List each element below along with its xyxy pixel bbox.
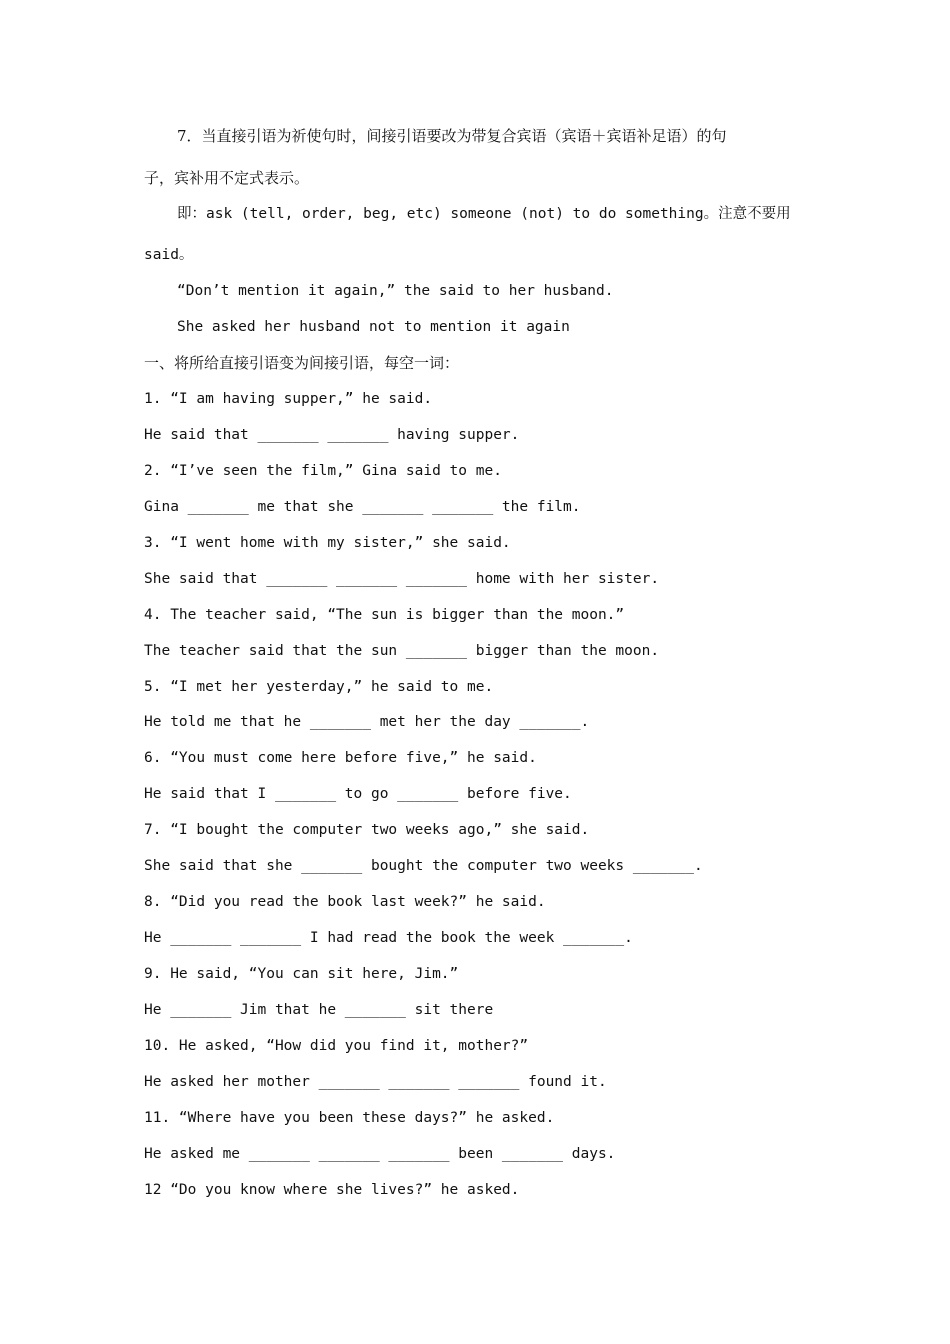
exercise-indirect-10: He asked her mother _______ _______ _______ found it.: [144, 1074, 607, 1090]
exercise-direct-12: 12 “Do you know where she lives?” he asked.: [144, 1182, 520, 1198]
pattern-text-line-1: 即：ask (tell, order, beg, etc) someone (not) to do something。注意不要用: [177, 206, 791, 222]
example-indirect-speech: She asked her husband not to mention it again: [177, 319, 570, 335]
exercise-direct-4: 4. The teacher said, “The sun is bigger than the moon.”: [144, 607, 625, 623]
rule-text-line-2: 子，宾补用不定式表示。: [144, 169, 310, 187]
exercise-indirect-11: He asked me _______ _______ _______ been _______ days.: [144, 1146, 616, 1162]
exercise-indirect-6: He said that I _______ to go _______ before five.: [144, 786, 572, 802]
exercise-indirect-2: Gina _______ me that she _______ _______ the film.: [144, 499, 581, 515]
pattern-text-line-2: said。: [144, 247, 194, 263]
exercise-indirect-5: He told me that he _______ met her the day _______.: [144, 714, 590, 730]
exercise-indirect-9: He _______ Jim that he _______ sit there: [144, 1002, 494, 1018]
rule-text-line-1: 7．当直接引语为祈使句时，间接引语要改为带复合宾语（宾语＋宾语补足语）的句: [177, 127, 727, 145]
exercise-indirect-7: She said that she _______ bought the computer two weeks _______.: [144, 858, 703, 874]
exercise-indirect-4: The teacher said that the sun _______ bigger than the moon.: [144, 643, 660, 659]
exercise-direct-2: 2. “I’ve seen the film,” Gina said to me.: [144, 463, 502, 479]
exercise-direct-7: 7. “I bought the computer two weeks ago,” she said.: [144, 822, 590, 838]
exercise-direct-11: 11. “Where have you been these days?” he asked.: [144, 1110, 555, 1126]
exercise-indirect-1: He said that _______ _______ having supper.: [144, 427, 520, 443]
exercise-direct-9: 9. He said, “You can sit here, Jim.”: [144, 966, 459, 982]
exercise-direct-8: 8. “Did you read the book last week?” he said.: [144, 894, 546, 910]
exercise-direct-3: 3. “I went home with my sister,” she said.: [144, 535, 511, 551]
exercise-direct-5: 5. “I met her yesterday,” he said to me.: [144, 679, 494, 695]
exercise-direct-10: 10. He asked, “How did you find it, mother?”: [144, 1038, 529, 1054]
example-direct-speech: “Don’t mention it again,” the said to her husband.: [177, 283, 614, 299]
exercise-indirect-8: He _______ _______ I had read the book the week _______.: [144, 930, 633, 946]
exercise-indirect-3: She said that _______ _______ _______ home with her sister.: [144, 571, 660, 587]
exercise-heading: 一、将所给直接引语变为间接引语，每空一词：: [144, 354, 460, 372]
exercise-direct-1: 1. “I am having supper,” he said.: [144, 391, 433, 407]
exercise-direct-6: 6. “You must come here before five,” he said.: [144, 750, 537, 766]
